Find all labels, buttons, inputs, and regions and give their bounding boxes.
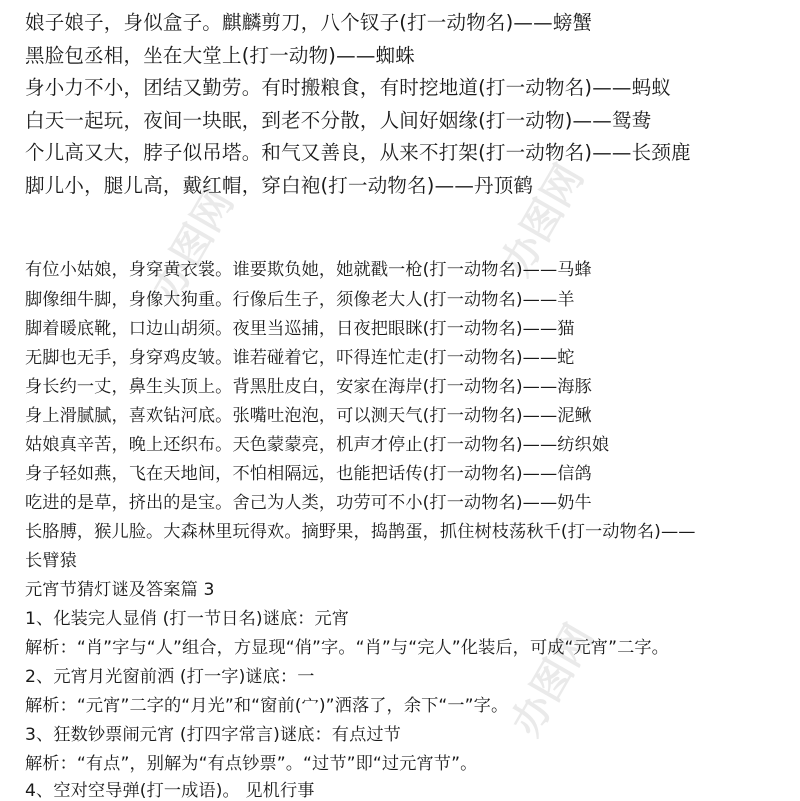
riddle-line: 个儿高又大，脖子似吊塔。和气又善良，从来不打架(打一动物名)——长颈鹿 xyxy=(25,141,691,164)
riddle-line: 无脚也无手，身穿鸡皮皱。谁若碰着它，吓得连忙走(打一动物名)——蛇 xyxy=(25,348,575,368)
riddle-line: 脚着暖底靴，口边山胡须。夜里当巡捕，日夜把眼眯(打一动物名)——猫 xyxy=(25,319,575,339)
riddle-line: 2、元宵月光窗前洒 (打一字)谜底：一 xyxy=(25,667,315,687)
riddle-line: 长臂猿 xyxy=(25,551,77,571)
explanation-line: 解析：“有点”，别解为“有点钞票”。“过节”即“过元宵节”。 xyxy=(25,754,478,774)
riddle-line: 娘子娘子，身似盒子。麒麟剪刀，八个钗子(打一动物名)——螃蟹 xyxy=(25,11,593,34)
riddle-line: 长胳膊，猴儿脸。大森林里玩得欢。摘野果，捣鹊蛋，抓住树枝荡秋千(打一动物名)—— xyxy=(25,522,696,542)
riddle-line: 身小力不小，团结又勤劳。有时搬粮食，有时挖地道(打一动物名)——蚂蚁 xyxy=(25,76,672,99)
explanation-line: 解析：“肖”字与“人”组合，方显现“俏”字。“肖”与“完人”化装后，可成“元宵”二字。 xyxy=(25,638,669,658)
riddle-line: 身上滑腻腻，喜欢钻河底。张嘴吐泡泡，可以测天气(打一动物名)——泥鳅 xyxy=(25,406,592,426)
watermark: 办图网 xyxy=(143,181,243,309)
watermark: 办图网 xyxy=(493,156,593,284)
riddle-line: 脚像细牛脚，身像大狗重。行像后生子，须像老大人(打一动物名)——羊 xyxy=(25,290,575,310)
explanation-line: 解析：“元宵”二字的“月光”和“窗前(宀)”洒落了，余下“一”字。 xyxy=(25,696,509,716)
riddle-line: 身子轻如燕，飞在天地间，不怕相隔远，也能把话传(打一动物名)——信鸽 xyxy=(25,464,592,484)
riddle-line: 4、空对空导弹(打一成语)。 见机行事 xyxy=(25,781,315,801)
riddle-line: 吃进的是草，挤出的是宝。舍己为人类，功劳可不小(打一动物名)——奶牛 xyxy=(25,493,592,513)
riddle-line: 有位小姑娘，身穿黄衣裳。谁要欺负她，她就戳一枪(打一动物名)——马蜂 xyxy=(25,260,592,280)
watermark: 办图网 xyxy=(503,616,603,744)
riddle-line: 3、狂数钞票闹元宵 (打四字常言)谜底：有点过节 xyxy=(25,725,401,745)
riddle-line: 姑娘真辛苦，晚上还织布。天色蒙蒙亮，机声才停止(打一动物名)——纺织娘 xyxy=(25,435,610,455)
riddle-line: 白天一起玩，夜间一块眠，到老不分散，人间好姻缘(打一动物)——鸳鸯 xyxy=(25,109,652,132)
section-heading: 元宵节猜灯谜及答案篇 3 xyxy=(25,580,215,600)
riddle-line: 黑脸包丞相，坐在大堂上(打一动物)——蜘蛛 xyxy=(25,44,415,67)
riddle-line: 身长约一丈，鼻生头顶上。背黑肚皮白，安家在海岸(打一动物名)——海豚 xyxy=(25,377,592,397)
riddle-line: 1、化装完人显俏 (打一节日名)谜底：元宵 xyxy=(25,609,350,629)
riddle-line: 脚儿小，腿儿高，戴红帽，穿白袍(打一动物名)——丹顶鹤 xyxy=(25,174,534,197)
